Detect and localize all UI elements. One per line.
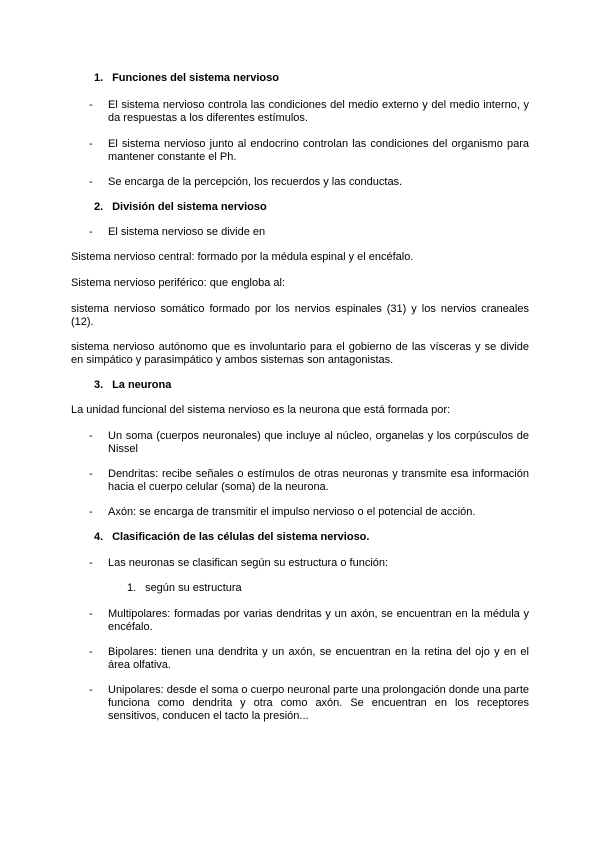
bullet-dash: - [89, 226, 93, 238]
bullet-dash: - [89, 646, 93, 658]
heading-title: La neurona [112, 379, 172, 391]
list-item-text: Multipolares: formadas por varias dendritas y un axón, se encuentran en la médula y encéfalo. [108, 608, 529, 633]
bullet-dash: - [89, 684, 93, 696]
bullet-dash: - [89, 608, 93, 620]
paragraph: sistema nervioso somático formado por los nervios espinales (31) y los nervios craneales (12). [71, 303, 529, 328]
paragraph: Sistema nervioso central: formado por la médula espinal y el encéfalo. [71, 251, 414, 263]
list-item [89, 646, 529, 672]
list-item [89, 684, 529, 723]
bullet-dash: - [89, 506, 93, 518]
list-item-text: El sistema nervioso junto al endocrino controlan las condiciones del organismo para mantener constante el Ph. [108, 138, 529, 163]
list-item-text: El sistema nervioso se divide en [108, 226, 266, 238]
heading-division [94, 201, 267, 214]
list-item [89, 226, 529, 239]
list-item-text: Se encarga de la percepción, los recuerdos y las conductas. [108, 176, 403, 188]
bullet-dash: - [89, 557, 93, 569]
heading-number: 4. [94, 531, 104, 543]
heading-funciones [94, 72, 279, 85]
list-item-text: Dendritas: recibe señales o estímulos de otras neuronas y transmite esa información hacia el cuerpo celular (soma) de la neurona. [108, 468, 529, 493]
list-item-text: Unipolares: desde el soma o cuerpo neuronal parte una prolongación donde una parte funciona como dendrita y otra como axón. Se encuentran en los receptores sensitivos, conducen el tacto la presión... [108, 684, 529, 722]
heading-number: 3. [94, 379, 104, 391]
heading-title: Funciones del sistema nervioso [112, 72, 279, 84]
heading-neurona [94, 379, 171, 392]
list-item [89, 468, 529, 494]
heading-number: 1. [94, 72, 104, 84]
list-item [89, 608, 529, 634]
bullet-dash: - [89, 138, 93, 150]
list-item [89, 557, 529, 570]
heading-title: División del sistema nervioso [112, 201, 267, 213]
paragraph: La unidad funcional del sistema nervioso es la neurona que está formada por: [71, 404, 451, 416]
sub-list-item [127, 582, 242, 595]
sub-list-text: según su estructura [145, 582, 242, 594]
list-item [89, 506, 529, 519]
heading-clasificacion [94, 531, 369, 544]
heading-number: 2. [94, 201, 104, 213]
list-item [89, 176, 529, 189]
paragraph: Sistema nervioso periférico: que engloba al: [71, 277, 286, 289]
list-item [89, 138, 529, 164]
bullet-dash: - [89, 176, 93, 188]
list-item [89, 430, 529, 456]
list-item-text: Las neuronas se clasifican según su estructura o función: [108, 557, 389, 569]
list-item-text: Bipolares: tienen una dendrita y un axón, se encuentran en la retina del ojo y en el área olfativa. [108, 646, 529, 671]
sub-list-number: 1. [127, 582, 137, 594]
bullet-dash: - [89, 430, 93, 442]
bullet-dash: - [89, 468, 93, 480]
heading-title: Clasificación de las células del sistema nervioso. [112, 531, 370, 543]
list-item-text: Un soma (cuerpos neuronales) que incluye al núcleo, organelas y los corpúsculos de Nissel [108, 430, 529, 455]
list-item-text: Axón: se encarga de transmitir el impulso nervioso o el potencial de acción. [108, 506, 476, 518]
bullet-dash: - [89, 99, 93, 111]
list-item-text: El sistema nervioso controla las condiciones del medio externo y del medio interno, y da respuestas a los diferentes estímulos. [108, 99, 529, 124]
list-item [89, 99, 529, 125]
paragraph: sistema nervioso autónomo que es involuntario para el gobierno de las vísceras y se divide en simpático y parasimpático y ambos sistemas son antagonistas. [71, 341, 529, 366]
